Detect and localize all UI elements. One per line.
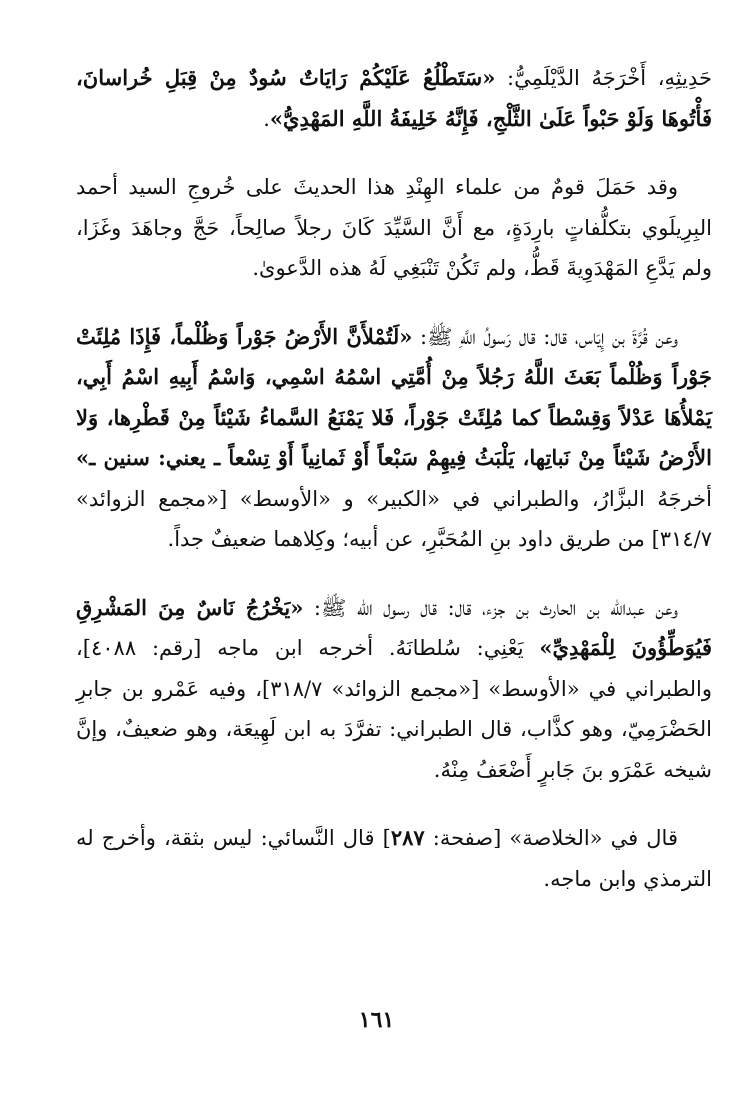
text-segment: يَعْنِي: سُلطانَهُ. أخرجه ابن ماجه [رقم: ٤٠٨٨]، والطبراني في «الأوسط» [«مجمع الزوائد» ٣١٨/٧]، وفيه عَمْرو بن جابرِ الحَضْرَمِيّ، وهو كذَّاب، قال الطبراني: تفرَّدَ به ابن لَهِيعَة، وهو ضعيفٌ، وإنَّ شيخه عَمْرَو بنَ جَابرٍ أَضْعَفُ مِنْهُ. — [76, 636, 712, 782]
hadith-quote: «لَتُمْلأَنَّ الأَرْضُ جَوْراً وَظُلْماً، فَإِذَا مُلِئَتْ جَوْراً وَظُلْماً بَعَثَ اللَّهُ رَجُلاً مِنْ أُمَّتِي اسْمُهُ اسْمِي، وَاسْمُ أَبِيهِ اسْمُ أَبِي، يَمْلأُهَا عَدْلاً وَقِسْطاً كما مُلِئَتْ جَوْراً، فَلا يَمْنَعُ السَّماءُ شَيْئاً مِنْ قَطْرِها، وَلا الأَرْضُ شَيْئاً مِنْ نَباتِها، يَلْبَثُ فِيهِمْ سَبْعاً أَوْ ثَمانِياً أَوْ تِسْعاً ـ يعني: سنين ـ» — [76, 323, 712, 470]
paragraph-spacer — [76, 139, 712, 167]
page-number: ١٦١ — [358, 1007, 395, 1033]
hadith-quote: «يَخْرُجُ نَاسٌ مِنَ المَشْرِقِ فَيُوَطِّؤُونَ لِلْمَهْدِيِّ» — [76, 594, 712, 660]
page-reference: ٢٨٧ — [390, 825, 425, 850]
text-segment: . — [263, 106, 270, 131]
paragraph-hadith-abdullah — [76, 588, 712, 791]
paragraph-commentary-barelvi — [76, 167, 712, 289]
paragraph-spacer — [76, 560, 712, 588]
hadith-quote: «سَتَطْلُعُ عَلَيْكُمْ رَايَاتٌ سُودٌ مِنْ قِبَلِ خُراسانَ، فَأْتُوهَا وَلَوْ حَبْواً عَلَىٰ الثَّلْجِ، فَإِنَّهُ خَلِيفَةُ اللَّهِ المَهْدِيُّ» — [76, 65, 712, 131]
text-segment: وعن عبدالله بن الحارث بن جزء، قال: قال رسول الله ﷺ: — [303, 595, 678, 620]
text-segment: حَدِيثِهِ، أَخْرَجَهُ الدَّيْلَمِيُّ: — [495, 66, 712, 90]
paragraph-hadith-daylami — [76, 58, 712, 139]
paragraph-spacer — [76, 289, 712, 317]
paragraph-hadith-qurra — [76, 317, 712, 560]
paragraph-spacer — [76, 790, 712, 818]
paragraph-khulasa — [76, 818, 712, 899]
text-segment: قال في «الخلاصة» [صفحة: — [424, 826, 678, 850]
text-segment: وقد حَمَلَ قومٌ من علماء الهِنْدِ هذا الحديثَ على خُروجِ السيد أحمد البِرِيلَوي بتكلُّفاتٍ بارِدَةٍ، مع أَنَّ السَّيِّدَ كَانَ رجلاً صالِحاً، حَجَّ وجاهَدَ وغَزَا، ولم يَدَّعِ المَهْدَوِيةَ قَطُّ، ولم تَكُنْ تَنْبَغِي لَهُ هذه الدَّعوىٰ. — [76, 175, 712, 280]
text-segment: أخرجَهُ البزَّارُ، والطبراني في «الكبير» و «الأوسط» [«مجمع الزوائد» ٣١٤/٧] من طريق داود بنِ المُحَبَّرِ، عن أبيه؛ وكِلاهما ضعيفٌ جداً. — [76, 486, 712, 551]
text-segment: وعن قُرَّةَ بن إِيَاس، قال: قال رَسولُ اللَّهِ ﷺ: — [412, 324, 679, 349]
text-segment: ] قال النَّسائي: ليس بثقة، وأخرج له الترمذي وابن ماجه. — [76, 826, 712, 891]
page-body — [76, 58, 712, 899]
